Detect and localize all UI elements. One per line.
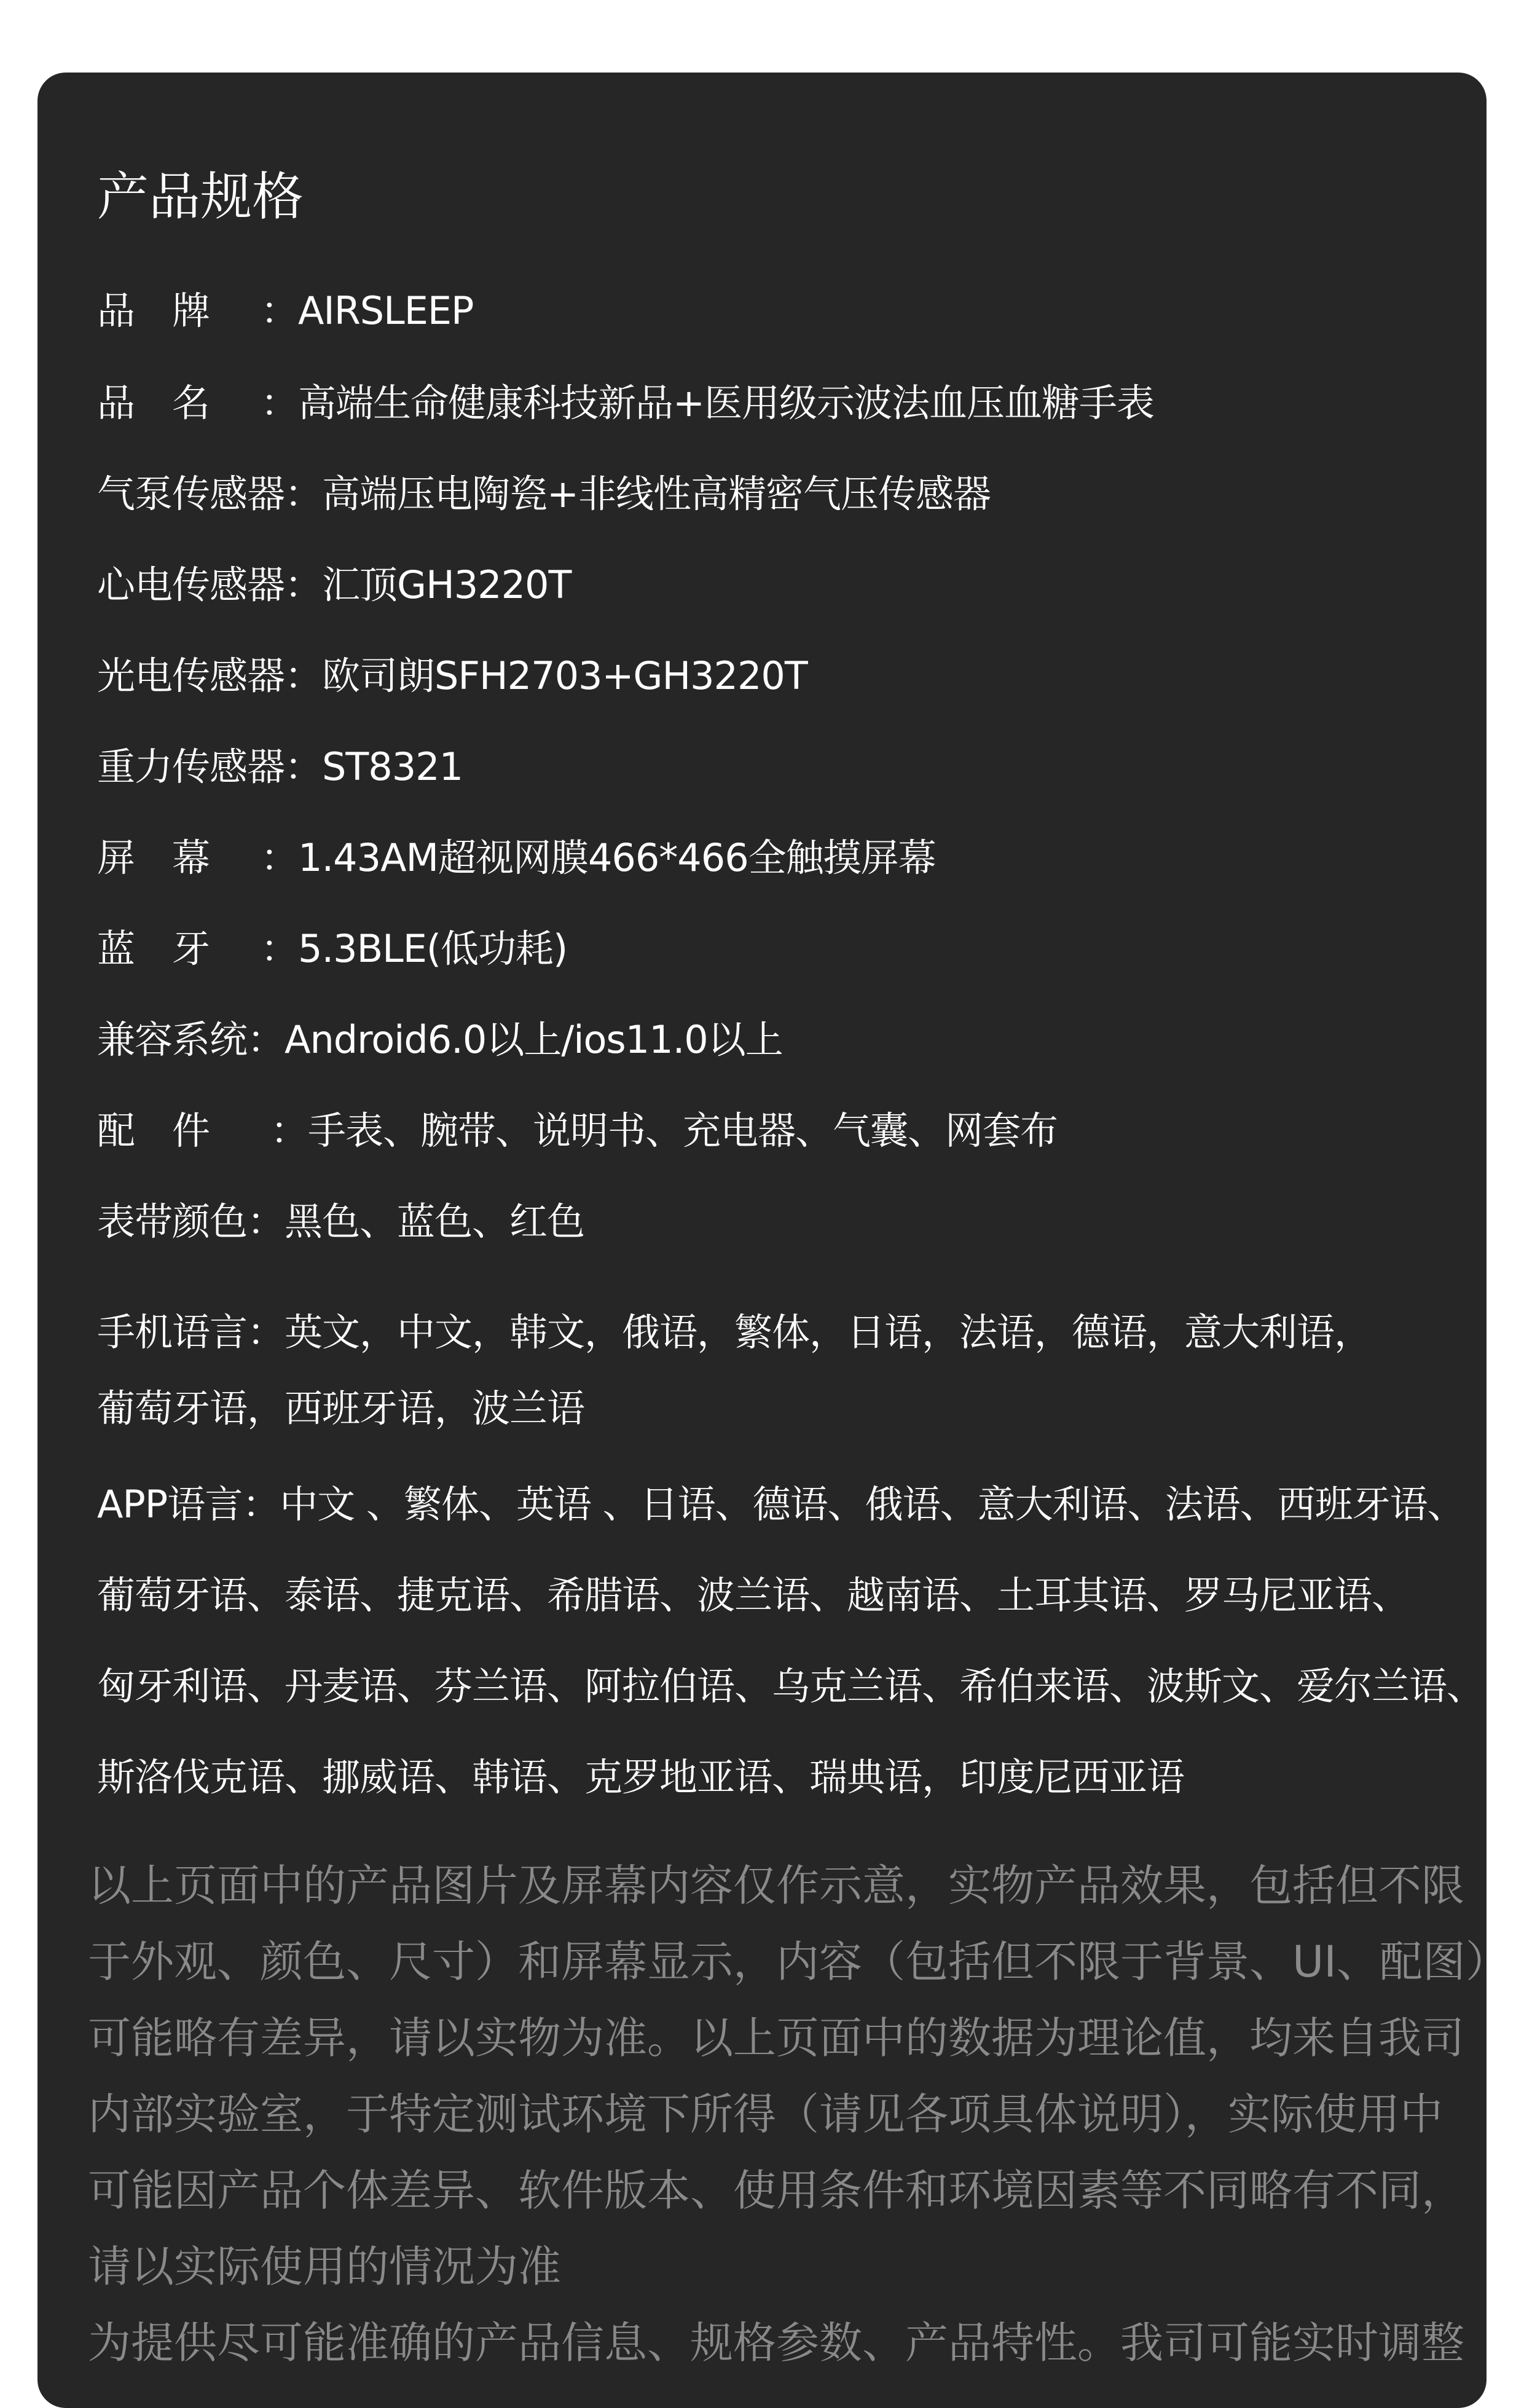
spec-key: 手机语言	[97, 1310, 248, 1355]
spec-key: 表带颜色	[97, 1199, 248, 1244]
section-title: 产品规格	[97, 167, 304, 227]
spec-value: 葡萄牙语、泰语、捷克语、希腊语、波兰语、越南语、土耳其语、罗马尼亚语、	[97, 1573, 1410, 1618]
disclaimer-line: 可能因产品个体差异、软件版本、使用条件和环境因素等不同略有不同，	[88, 2165, 1464, 2216]
spec-row-optical-sensor: 光电传感器：欧司朗SFH2703+GH3220T	[97, 653, 807, 698]
spec-row-app-language-cont	[97, 1752, 1184, 1803]
disclaimer-line: 请以实际使用的情况为准	[88, 2241, 561, 2292]
spec-key: 心电传感器	[97, 562, 285, 607]
spec-row-app-language-cont	[97, 1661, 1484, 1712]
spec-key: 重力传感器	[97, 744, 285, 789]
spec-key: 气泵传感器	[97, 471, 285, 516]
spec-key: 兼容系统	[97, 1017, 248, 1062]
spec-value: ST8321	[322, 744, 463, 789]
spec-key: 光电传感器	[97, 653, 285, 698]
disclaimer-line: 为提供尽可能准确的产品信息、规格参数、产品特性。我司可能实时调整	[88, 2318, 1464, 2368]
spec-key: 蓝 牙	[97, 926, 210, 971]
spec-value: 匈牙利语、丹麦语、芬兰语、阿拉伯语、乌克兰语、希伯来语、波斯文、爱尔兰语、	[97, 1664, 1485, 1709]
spec-value: 中文 、繁体、英语 、日语、德语、俄语、意大利语、法语、西班牙语、	[280, 1482, 1465, 1527]
spec-row-strap-colors: 表带颜色：黑色、蓝色、红色	[97, 1199, 585, 1244]
spec-row-screen: 屏 幕 ：1.43AM超视网膜466*466全触摸屏幕	[97, 832, 936, 884]
spec-value: 5.3BLE(低功耗)	[298, 926, 568, 971]
spec-row-app-language-cont	[97, 1570, 1409, 1621]
spec-key: 配 件	[97, 1108, 210, 1153]
spec-value: Android6.0以上/ios11.0以上	[285, 1017, 783, 1062]
spec-row-phone-language-cont	[97, 1383, 584, 1434]
spec-row-product-name: 品 名 ：高端生命健康科技新品+医用级示波法血压血糖手表	[97, 377, 1154, 429]
spec-row-ecg-sensor: 心电传感器：汇顶GH3220T	[97, 562, 572, 607]
spec-value: 黑色、蓝色、红色	[285, 1199, 585, 1244]
spec-value: 手表、腕带、说明书、充电器、气囊、网套布	[308, 1108, 1058, 1153]
spec-value: 高端生命健康科技新品+医用级示波法血压血糖手表	[298, 380, 1154, 425]
spec-value: 英文，中文，韩文，俄语，繁体，日语，法语，德语，意大利语，	[285, 1310, 1372, 1355]
spec-key: 屏 幕	[97, 835, 210, 880]
disclaimer-line: 于外观、颜色、尺寸）和屏幕显示，内容（包括但不限于背景、UI、配图）	[88, 1937, 1509, 1987]
disclaimer-line: 以上页面中的产品图片及屏幕内容仅作示意，实物产品效果，包括但不限	[88, 1860, 1464, 1911]
spec-row-brand: 品 牌 ：AIRSLEEP	[97, 285, 473, 337]
spec-row-accessories: 配 件 ：手表、腕带、说明书、充电器、气囊、网套布	[97, 1105, 1058, 1157]
spec-row-app-language: APP语言：中文 、繁体、英语 、日语、德语、俄语、意大利语、法语、西班牙语、	[97, 1482, 1465, 1527]
spec-key: 品 牌	[97, 288, 210, 333]
spec-row-gravity-sensor: 重力传感器：ST8321	[97, 744, 463, 789]
disclaimer-line: 内部实验室，于特定测试环境下所得（请见各项具体说明），实际使用中	[88, 2089, 1443, 2139]
spec-value: 葡萄牙语，西班牙语，波兰语	[97, 1386, 585, 1431]
spec-value: AIRSLEEP	[298, 288, 474, 333]
spec-key: 品 名	[97, 380, 210, 425]
spec-row-pump-sensor: 气泵传感器：高端压电陶瓷+非线性高精密气压传感器	[97, 471, 991, 516]
spec-value: 1.43AM超视网膜466*466全触摸屏幕	[298, 835, 936, 880]
spec-value: 高端压电陶瓷+非线性高精密气压传感器	[322, 471, 991, 516]
spec-row-phone-language: 手机语言：英文，中文，韩文，俄语，繁体，日语，法语，德语，意大利语，	[97, 1310, 1372, 1355]
spec-value: 斯洛伐克语、挪威语、韩语、克罗地亚语、瑞典语，印度尼西亚语	[97, 1755, 1185, 1800]
spec-key: APP语言	[97, 1482, 243, 1527]
disclaimer-line: 可能略有差异，请以实物为准。以上页面中的数据为理论值，均来自我司	[88, 2013, 1464, 2063]
spec-value: 汇顶GH3220T	[322, 562, 572, 607]
spec-value: 欧司朗SFH2703+GH3220T	[322, 653, 807, 698]
spec-row-compatibility: 兼容系统：Android6.0以上/ios11.0以上	[97, 1017, 783, 1062]
spec-row-bluetooth: 蓝 牙 ：5.3BLE(低功耗)	[97, 923, 567, 975]
